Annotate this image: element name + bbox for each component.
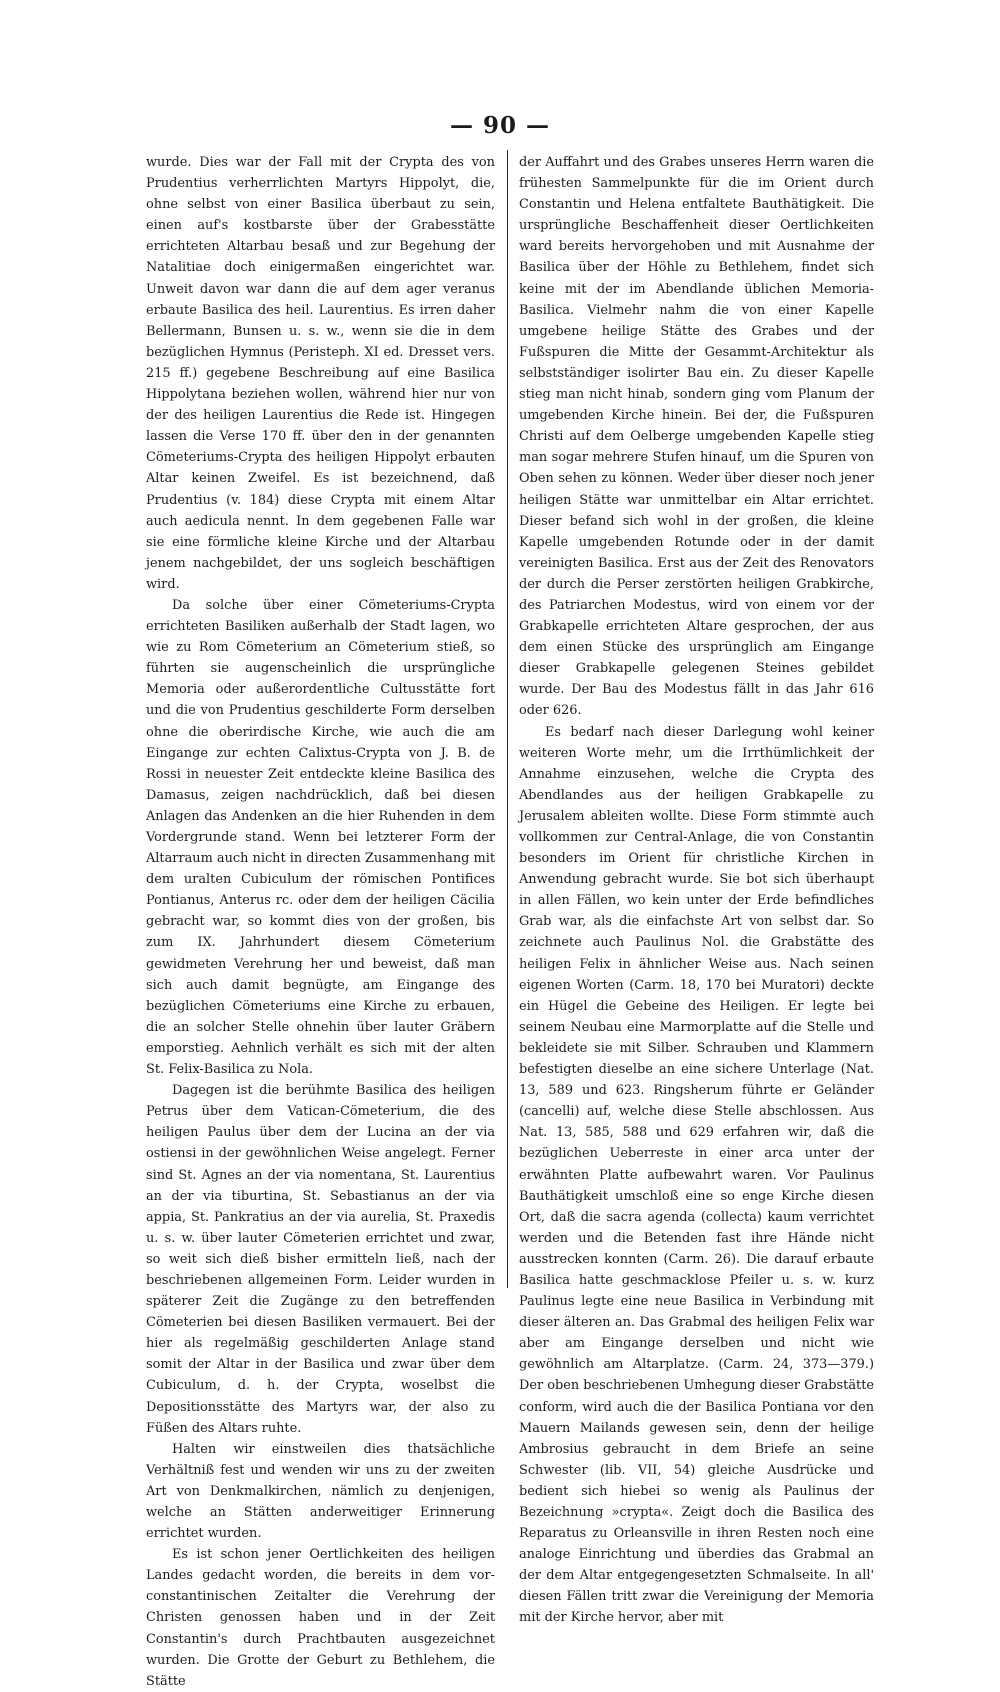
paragraph: Halten wir einstweilen dies thatsächliche Verhältniß fest und wenden wir uns zu der zweiten Art von Denkmalkirchen, nämlich zu denjenigen, welche an Stätten anderweitiger Erinnerung errichtet wurden. — [146, 1441, 495, 1542]
right-column — [519, 152, 875, 1626]
paragraph: wurde. Dies war der Fall mit der Crypta des von Prudentius verherrlichten Martyrs Hippolyt, die, ohne selbst von einer Basilica überbaut zu sein, einen auf's kostbarste über der Grabesstätte errichteten Altarbau besaß und zur Begehung der Natalitiae doch einigermaßen eingerichtet war. Unweit davon war dann die auf dem ager veranus erbaute Basilica des heil. Laurentius. Es irren daher Bellermann, Bunsen u. s. w., wenn sie die in dem bezüglichen Hymnus (Peristeph. XI ed. Dresset vers. 215 ff.) gegebene Beschreibung auf eine Basilica Hippolytana beziehen wollen, während hier nur von der des heiligen Laurentius die Rede ist. Hingegen lassen die Verse 170 ff. über den in der genannten Cömeteriums-Crypta des heiligen Hippolyt erbauten Altar keinen Zweifel. Es ist bezeichnend, daß Prudentius (v. 184) diese Crypta mit einem Altar auch aedicula nennt. In dem gegebenen Falle war sie eine förmliche kleine Kirche und der Altarbau jenem nachgebildet, der uns sogleich beschäftigen wird. — [146, 155, 495, 592]
paragraph: Dagegen ist die berühmte Basilica des heiligen Petrus über dem Vatican-Cömeterium, die des heiligen Paulus über dem der Lucina an der via ostiensi in der gewöhnlichen Weise angelegt. Ferner sind St. Agnes an der via nomentana, St. Laurentius an der via tiburtina, St. Sebastianus an der via appia, St. Pankratius an der via aurelia, St. Praxedis u. s. w. über lauter Cömeterien errichtet und zwar, so weit sich dieß bisher ermitteln ließ, nach der beschriebenen allgemeinen Form. Leider wurden in späterer Zeit die Zugänge zu den betreffenden Cömeterien bei diesen Basiliken vermauert. Bei der hier als regelmäßig geschilderten Anlage stand somit der Altar in der Basilica und zwar über dem Cubiculum, d. h. der Crypta, woselbst die Depositionsstätte des Martyrs war, der also zu Füßen des Altars ruhte. — [146, 1083, 495, 1436]
paragraph: Es bedarf nach dieser Darlegung wohl keiner weiteren Worte mehr, um die Irrthümlichkeit der Annahme einzusehen, welche die Crypta des Abendlandes aus der heiligen Grabkapelle zu Jerusalem ableiten wollte. Diese Form stimmte auch vollkommen zur Central-Anlage, die von Constantin besonders im Orient für christliche Kirchen in Anwendung gebracht wurde. Sie bot sich überhaupt in allen Fällen, wo kein unter der Erde befindliches Grab war, als die einfachste Art von selbst dar. So zeichnete auch Paulinus Nol. die Grabstätte des heiligen Felix in ähnlicher Weise aus. Nach seinen eigenen Worten (Carm. 18, 170 bei Muratori) deckte ein Hügel die Gebeine des Heiligen. Er legte bei seinem Neubau eine Marmorplatte auf die Stelle und bekleidete sie mit Silber. Schrauben und Klammern befestigten dieselbe an eine sichere Unterlage (Nat. 13, 589 und 623. Ringsherum führte er Geländer (cancelli) auf, welche diese Stelle abschlossen. Aus Nat. 13, 585, 588 und 629 erfahren wir, daß die bezüglichen Ueberreste in einer arca unter der erwähnten Platte aufbewahrt waren. Vor Paulinus Bauthätigkeit umschloß eine so enge Kirche diesen Ort, daß die sacra agenda (collecta) kaum verrichtet werden und die Betenden fast ihre Hände nicht ausstrecken konnten (Carm. 26). Die darauf erbaute Basilica hatte geschmacklose Pfeiler u. s. w. kurz Paulinus legte eine neue Basilica in Verbindung mit dieser älteren an. Das Grabmal des heiligen Felix war aber am Eingange derselben und nicht wie gewöhnlich am Altarplatze. (Carm. 24, 373—379.) Der oben beschriebenen Umhegung dieser Grabstätte conform, wird auch die der Basilica Pontiana vor den Mauern Mailands gewesen sein, denn der heilige Ambrosius gebraucht in dem Briefe an seine Schwester (lib. VII, 54) gleiche Ausdrücke und bedient sich hiebei so wenig als Paulinus der Bezeichnung »crypta«. Zeigt doch die Basilica des Reparatus zu Orleansville in ihren Resten noch eine analoge Einrichtung und überdies das Grabmal an der dem Altar entgegengesetzten Schmalseite. In all' diesen Fällen tritt zwar die Vereinigung der Memoria mit der Kirche hervor, aber mit — [519, 724, 875, 1626]
page-number: — 90 — — [449, 112, 551, 139]
left-column — [146, 152, 495, 1689]
column-divider — [507, 150, 508, 1288]
paragraph: der Auffahrt und des Grabes unseres Herrn waren die frühesten Sammelpunkte für die im Orient durch Constantin und Helena entfaltete Bauthätigkeit. Die ursprüngliche Beschaffenheit dieser Oertlichkeiten ward bereits hervorgehoben und mit Ausnahme der Basilica über der Höhle zu Bethlehem, findet sich keine mit der im Abendlande üblichen Memoria-Basilica. Vielmehr nahm die von einer Kapelle umgebene heilige Stätte des Grabes und der Fußspuren die Mitte der Gesammt-Architektur als selbstständiger isolirter Bau ein. Zu dieser Kapelle stieg man nicht hinab, sondern ging vom Planum der umgebenden Kirche hinein. Bei der, die Fußspuren Christi auf dem Oelberge umgebenden Kapelle stieg man sogar mehrere Stufen hinauf, um die Spuren von Oben sehen zu können. Weder über dieser noch jener heiligen Stätte war unmittelbar ein Altar errichtet. Dieser befand sich wohl in der großen, die kleine Kapelle umgebenden Rotunde oder in der damit vereinigten Basilica. Erst aus der Zeit des Renovators der durch die Perser zerstörten heiligen Grabkirche, des Patriarchen Modestus, wird von einem vor der Grabkapelle errichteten Altare gesprochen, der aus dem einen Stücke des ursprünglich am Eingange dieser Grabkapelle gelegenen Steines gebildet wurde. Der Bau des Modestus fällt in das Jahr 616 oder 626. — [519, 155, 874, 719]
paragraph: Da solche über einer Cömeteriums-Crypta errichteten Basiliken außerhalb der Stadt lagen, wo wie zu Rom Cömeterium an Cömeterium stieß, so führten sie augenscheinlich die ursprüngliche Memoria oder außerordentliche Cultusstätte fort und die von Prudentius geschilderte Form derselben ohne die oberirdische Kirche, wie auch die am Eingange zur echten Calixtus-Crypta von J. B. de Rossi in neuester Zeit entdeckte kleine Basilica des Damasus, zeigen nachdrücklich, daß bei diesen Anlagen das Andenken an die hier Ruhenden in dem Vordergrunde stand. Wenn bei letzterer Form der Altarraum auch nicht in directen Zusammenhang mit dem uralten Cubiculum der römischen Pontifices Pontianus, Anterus rc. oder dem der heiligen Cäcilia gebracht war, so kommt dies von der großen, bis zum IX. Jahrhundert diesem Cömeterium gewidmeten Verehrung her und beweist, daß man sich auch damit begnügte, am Eingange des bezüglichen Cömeteriums eine Kirche zu erbauen, die an solcher Stelle ohnehin über lauter Gräbern emporstieg. Aehnlich verhält es sich mit der alten St. Felix-Basilica zu Nola. — [146, 597, 495, 1078]
paragraph: Es ist schon jener Oertlichkeiten des heiligen Landes gedacht worden, die bereits in dem vor-constantinischen Zeitalter die Verehrung der Christen genossen haben und in der Zeit Constantin's durch Prachtbauten ausgezeichnet wurden. Die Grotte der Geburt zu Bethlehem, die Stätte — [146, 1547, 495, 1689]
